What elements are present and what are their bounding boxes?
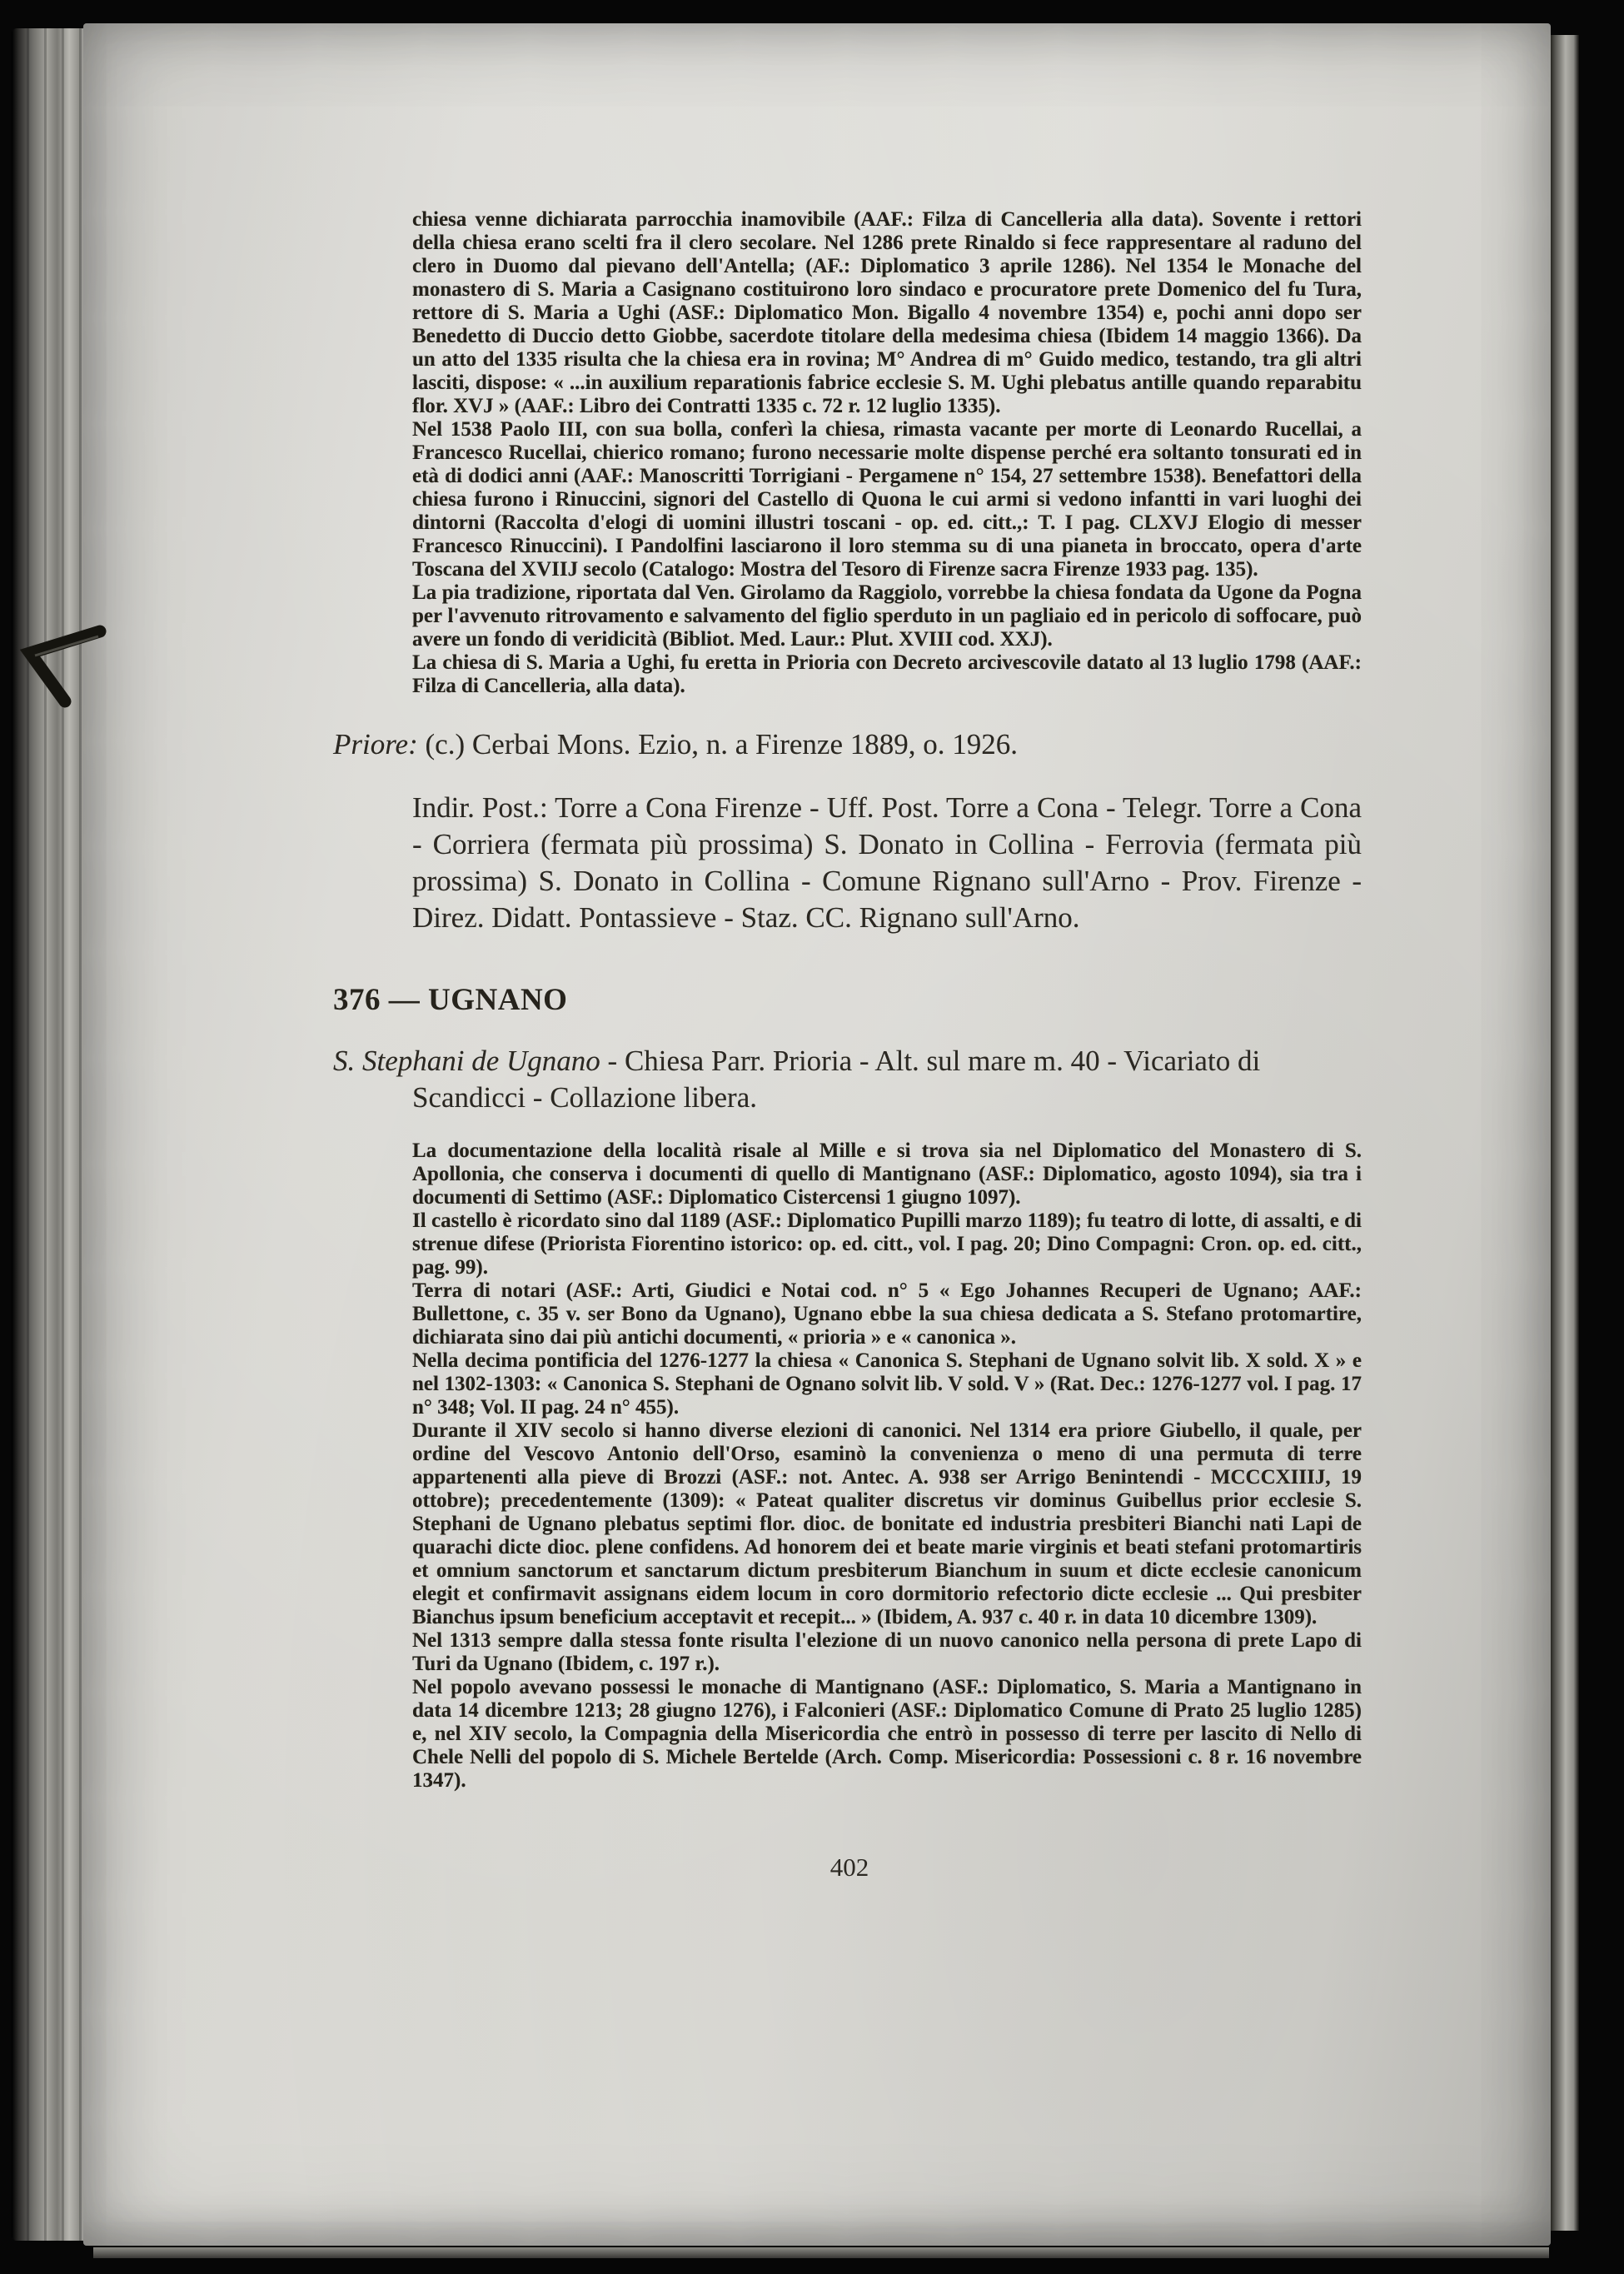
section-ughi: [333, 23, 1366, 936]
paragraph: Terra di notari (ASF.: Arti, Giudici e Notai cod. n° 5 « Ego Johannes Recuperi de Ugnano; AAF.: Bullettone, c. 35 v. ser Bono da Ugnano), Ugnano ebbe la sua chiesa dedicata a S. Stefano protomartire, dichiarata sino dai più antichi documenti, « prioria » e « canonica ».: [412, 1279, 1362, 1349]
entry-heading: 376 — UGNANO: [333, 983, 568, 1017]
paragraph: Nel popolo avevano possessi le monache di Mantignano (ASF.: Diplomatico, S. Maria a Mantignano in data 14 dicembre 1213; 28 giugno 1276), i Falconieri (ASF.: Diplomatico Comune di Prato 25 luglio 1285) e, nel XIV secolo, la Compagnia della Misericordia che entrò in possesso di terre per lascito di Nello di Chele Nelli del popolo di S. Michele Bertelde (Arch. Comp. Misericordia: Possessioni c. 8 r. 16 novembre 1347).: [412, 1676, 1362, 1792]
paragraph: Nella decima pontificia del 1276-1277 la chiesa « Canonica S. Stephani de Ugnano solvit lib. X sold. X » e nel 1302-1303: « Canonica S. Stephani de Ognano solvit lib. V sold. V » (Rat. Dec.: 1276-1277 vol. I pag. 17 n° 348; Vol. II pag. 24 n° 455).: [412, 1349, 1362, 1419]
paragraph: La documentazione della località risale al Mille e si trova sia nel Diplomatico del Monastero di S. Apollonia, che conserva i documenti di quello di Mantignano (ASF.: Diplomatico, agosto 1094), sia tra i documenti di Settimo (ASF.: Diplomatico Cistercensi 1 giugno 1097).: [412, 1139, 1362, 1209]
paragraph: Il castello è ricordato sino dal 1189 (ASF.: Diplomatico Pupilli marzo 1189); fu teatro di lotte, di assalti, e di strenue difese (Priorista Fiorentino istorico: op. ed. citt., vol. I pag. 20; Dino Compagni: Cron. op. ed. citt., pag. 99).: [412, 1209, 1362, 1279]
ugnano-history-text: [412, 1139, 1362, 1793]
entry-title-description: - Chiesa Parr. Prioria - Alt. sul mare m. 40 - Vicariato di Scandicci - Collazione libera.: [412, 1045, 1261, 1114]
postal-directions-block: Indir. Post.: Torre a Cona Firenze - Uff. Post. Torre a Cona - Telegr. Torre a Cona - Corriera (fermata più prossima) S. Donato in Collina - Ferrovia (fermata più prossima) S. Donato in Collina - Comune Rignano sull'Arno - Prov. Firenze - Direz. Didatt. Pontassieve - Staz. CC. Rignano sull'Arno.: [412, 791, 1362, 934]
priore-value: (c.) Cerbai Mons. Ezio, n. a Firenze 1889, o. 1926.: [417, 728, 1019, 760]
book-page-edges-left: [12, 28, 92, 2241]
adjacent-page-edge-right: [1549, 35, 1579, 2231]
page-content: [333, 23, 1366, 1932]
paragraph: La chiesa di S. Maria a Ughi, fu eretta in Prioria con Decreto arcivescovile datato al 13 luglio 1798 (AAF.: Filza di Cancelleria, alla data).: [412, 651, 1362, 697]
page-stack-bottom-edge: [93, 2247, 1549, 2258]
entry-title: [333, 1043, 1366, 1116]
priore-label: Priore:: [333, 728, 418, 760]
priore-line: [333, 726, 1366, 763]
paragraph: Durante il XIV secolo si hanno diverse elezioni di canonici. Nel 1314 era priore Giubello, il quale, per ordine del Vescovo Antonio dell'Orso, esaminò la convenienza o meno di una permuta di terre appartenenti alla pieve di Brozzi (ASF.: not. Antec. A. 938 ser Arrigo Benintendi - MCCCXIIIJ, 19 ottobre); precedentemente (1309): « Pateat qualiter discretus vir dominus Guibellus prior ecclesie S. Stephani de Ugnano plebatus septimi flor. dioc. de bonitate ed industria presbiteri Bianchi nati Lapi de quarachi dicte dioc. plene confidens. Ad honorem dei et beate marie virginis et beati stefani protomartiris et omnium sanctorum et sanctarum dictum presbiterum Bianchum in suum et dicte ecclesie canonicum elegit et confirmavit assignans eidem locum in coro dormitorio refectorio dicte ecclesie ... Qui presbiter Bianchus ipsum beneficium acceptavit et recepit... » (Ibidem, A. 937 c. 40 r. in data 10 dicembre 1309).: [412, 1419, 1362, 1628]
paragraph: La pia tradizione, riportata dal Ven. Girolamo da Raggiolo, vorrebbe la chiesa fondata da Ugone da Pogna per l'avvenuto ritrovamento e salvamento del figlio sperduto in un pagliaio ed in pericolo di soffocare, può avere un fondo di veridicità (Bibliot. Med. Laur.: Plut. XVIII cod. XXJ).: [412, 581, 1362, 651]
paragraph: Nel 1313 sempre dalla stessa fonte risulta l'elezione di un nuovo canonico nella persona di prete Lapo di Turi da Ugnano (Ibidem, c. 197 r.).: [412, 1629, 1362, 1675]
paragraph: Nel 1538 Paolo III, con sua bolla, conferì la chiesa, rimasta vacante per morte di Leonardo Rucellai, a Francesco Rucellai, chierico romano; furono necessarie molte dispense perché era soltanto tonsurati ed in età di dodici anni (AAF.: Manoscritti Torrigiani - Pergamene n° 154, 27 settembre 1538). Benefattori della chiesa furono i Rinuccini, signori del Castello di Quona le cui armi si vedono infantti in vari luoghi dei dintorni (Raccolta d'elogi di uomini illustri toscani - op. ed. citt.,: T. I pag. CLXVJ Elogio di messer Francesco Rinuccini). I Pandolfini lasciarono il loro stemma su di una pianeta in broccato, opera d'arte Toscana del XVIIJ secolo (Catalogo: Mostra del Tesoro di Firenze sacra Firenze 1933 pag. 135).: [412, 418, 1362, 581]
clip-shape: [30, 631, 100, 701]
book-page: [83, 23, 1551, 2246]
section-ugnano: [333, 983, 1366, 1793]
paragraph: chiesa venne dichiarata parrocchia inamovibile (AAF.: Filza di Cancelleria alla data). Sovente i rettori della chiesa erano scelti fra il clero secolare. Nel 1286 prete Rinaldo si fece rappresentare al raduno del clero in Duomo dal pievano dell'Antella; (AF.: Diplomatico 3 aprile 1286). Nel 1354 le Monache del monastero di S. Maria a Casignano costituirono loro sindaco e procuratore prete Domenico del fu Tura, rettore di S. Maria a Ughi (ASF.: Diplomatico Mon. Bigallo 4 novembre 1354) e, pochi anni dopo ser Benedetto di Duccio detto Giobbe, sacerdote titolare della medesima chiesa (Ibidem 14 maggio 1366). Da un atto del 1335 risulta che la chiesa era in rovina; M° Andrea di m° Guido medico, testando, tra gli altri lasciti, dispose: « ...in auxilium reparationis fabrice ecclesie S. M. Ughi plebatus antille quando reparabitu flor. XVJ » (AAF.: Libro dei Contratti 1335 c. 72 r. 12 luglio 1335).: [412, 208, 1362, 417]
entry-title-latin-name: S. Stephani de Ugnano: [333, 1045, 600, 1077]
dark-clip-left-edge: [13, 618, 120, 715]
page-number: 402: [829, 1853, 869, 1882]
ughi-history-text: [412, 23, 1362, 698]
